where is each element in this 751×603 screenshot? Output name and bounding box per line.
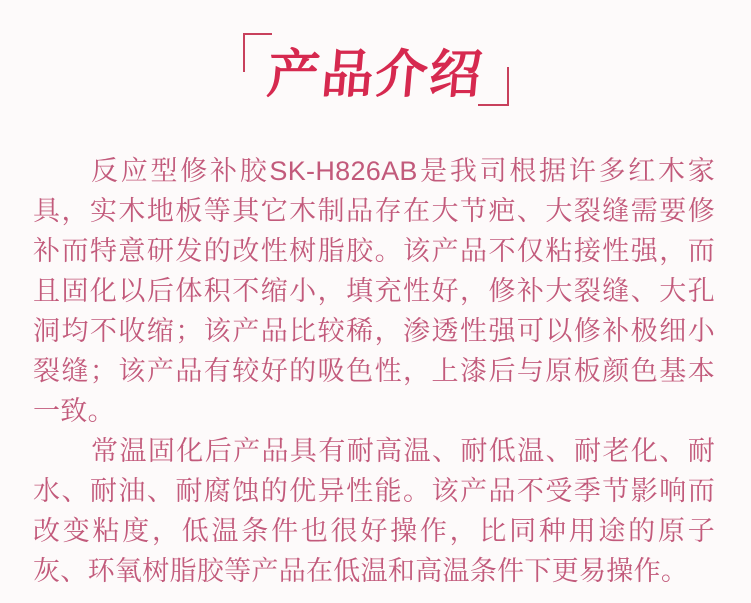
title-bracket-top-left-decoration [243, 33, 272, 72]
title-block [243, 33, 509, 106]
page-title: 产品介绍 [264, 46, 486, 104]
title-bracket-bottom-right-decoration [478, 67, 509, 106]
intro-paragraph-2: 常温固化后产品具有耐高温、耐低温、耐老化、耐水、耐油、耐腐蚀的优异性能。该产品不受季节影响而改变粘度，低温条件也很好操作，比同种用途的原子灰、环氧树脂胶等产品在低温和高温条件下更易操作。 [33, 436, 715, 586]
intro-paragraph-1: 反应型修补胶SK-H826AB是我司根据许多红木家具，实木地板等其它木制品存在大节疤、大裂缝需要修补而特意研发的改性树脂胶。该产品不仅粘接性强，而且固化以后体积不缩小，填充性好，修补大裂缝、大孔洞均不收缩；该产品比较稀，渗透性强可以修补极细小裂缝；该产品有较好的吸色性，上漆后与原板颜色基本一致。 [33, 156, 715, 426]
product-description [33, 151, 715, 591]
product-intro-page [0, 33, 751, 591]
